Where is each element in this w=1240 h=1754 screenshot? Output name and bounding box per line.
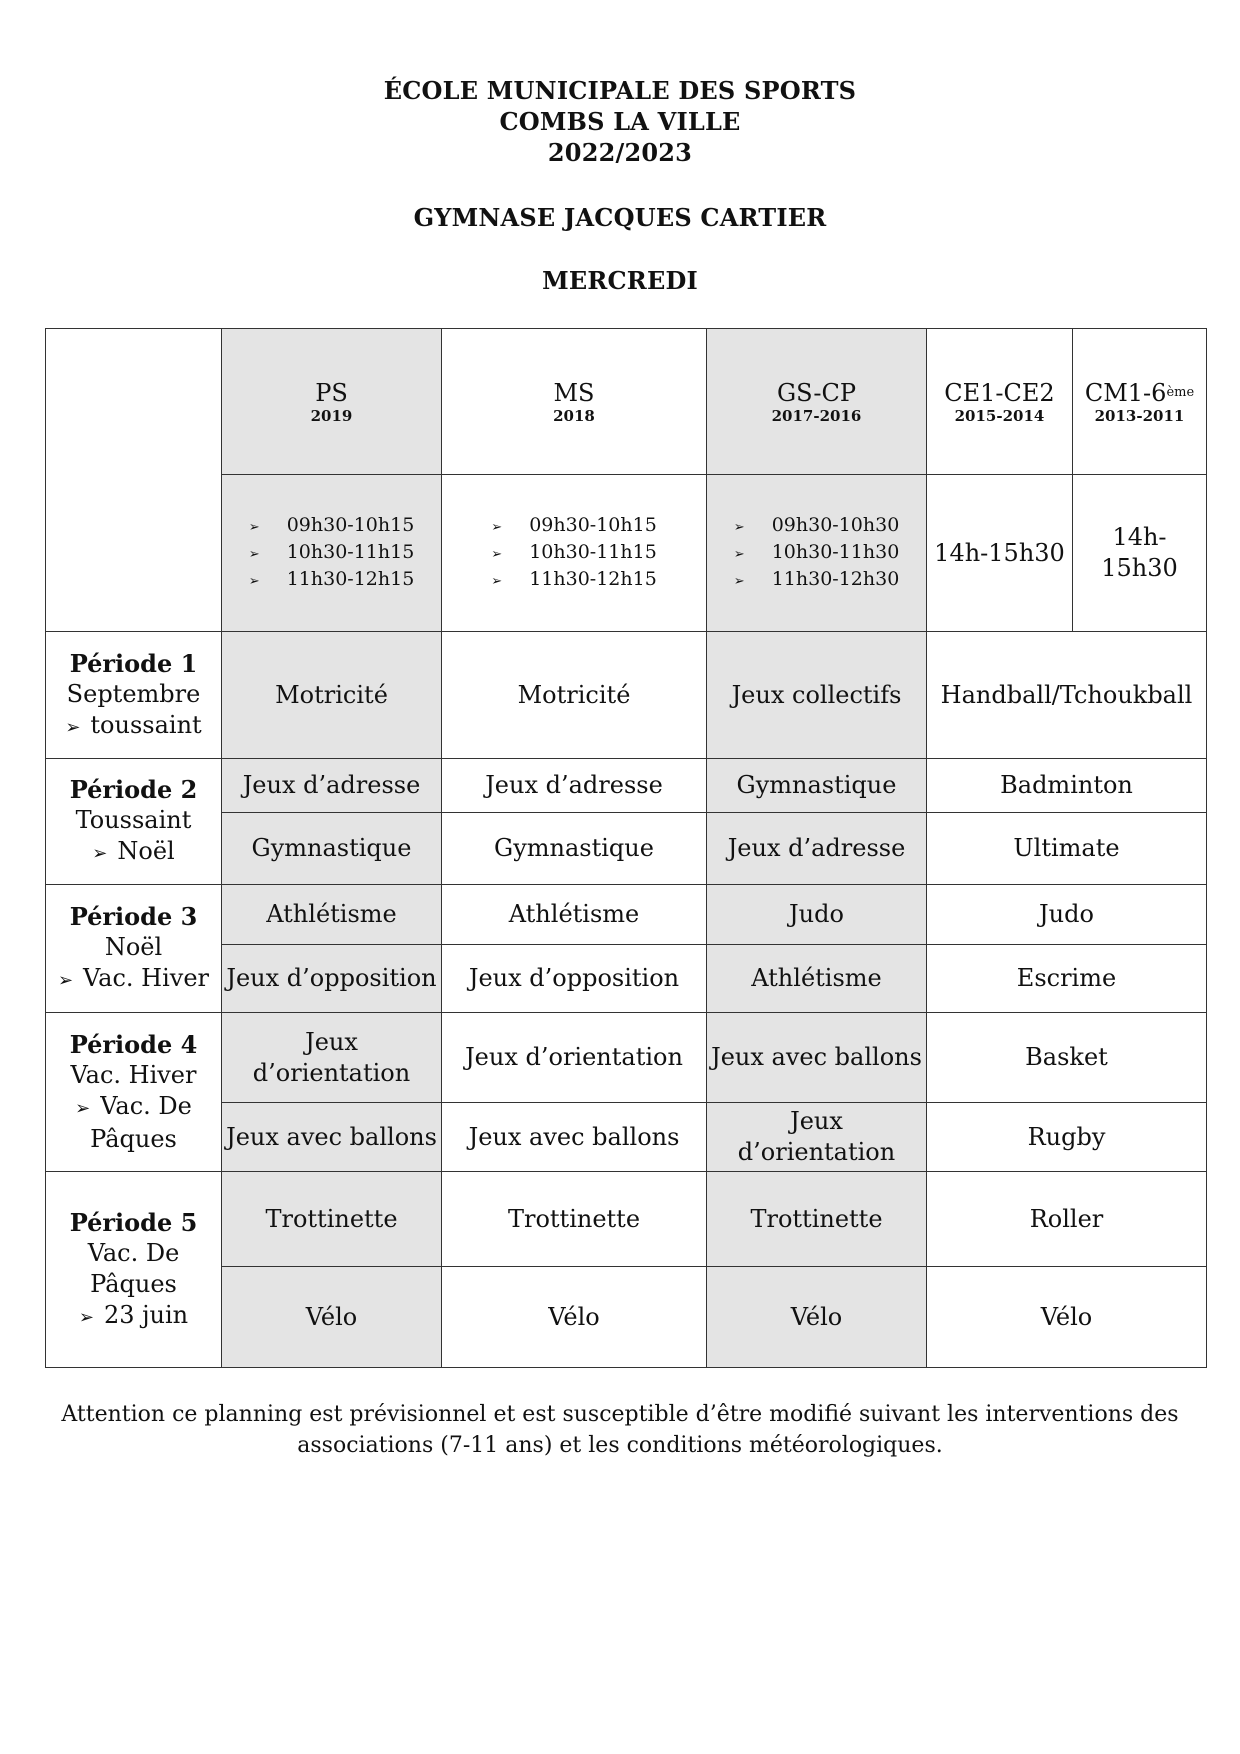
activity-cell: Jeux d’orientation — [222, 1013, 442, 1103]
period-title: Période 1 — [69, 648, 198, 678]
period-end — [50, 1300, 217, 1333]
activity-cell: Vélo — [707, 1267, 927, 1368]
column-header-gs-cp — [707, 329, 927, 475]
activity-cell: Motricité — [442, 632, 707, 759]
column-header-ps — [222, 329, 442, 475]
period-end — [50, 1091, 217, 1155]
corner-cell — [46, 329, 222, 632]
disclaimer-note — [0, 1399, 1240, 1461]
column-header-ms — [442, 329, 707, 475]
activity-cell: Jeux d’orientation — [707, 1103, 927, 1172]
timeslot-text: 10h30-11h30 — [771, 540, 900, 563]
period-end — [50, 710, 217, 743]
period-label-3 — [46, 885, 222, 1013]
header-row — [46, 329, 1207, 475]
timeslot-text: 10h30-11h15 — [286, 540, 415, 563]
activity-cell: Gymnastique — [442, 813, 707, 885]
period-row — [46, 1172, 1207, 1267]
arrowhead-bullet-icon: ➢ — [733, 519, 745, 535]
timeslot-text: 11h30-12h30 — [771, 567, 900, 590]
timeslots-ms — [442, 475, 707, 632]
activity-cell: Trottinette — [442, 1172, 707, 1267]
activity-cell: Jeux avec ballons — [707, 1013, 927, 1103]
timeslot-list — [491, 513, 657, 594]
time-cm1-6: 14h-15h30 — [1073, 475, 1207, 632]
arrowhead-bullet-icon: ➢ — [491, 519, 503, 535]
period-start: Septembre — [66, 679, 201, 708]
period-title: Période 4 — [69, 1030, 198, 1059]
timeslot — [491, 567, 657, 594]
disclaimer-line: Attention ce planning est prévisionnel et est susceptible d’être modifié suivant les interventions des — [61, 1402, 1179, 1427]
activity-cell: Roller — [927, 1172, 1207, 1267]
activity-cell: Gymnastique — [707, 759, 927, 813]
column-name: PS — [315, 378, 348, 407]
arrowhead-bullet-icon: ➢ — [75, 1098, 91, 1119]
timeslot-list — [249, 513, 415, 594]
column-years: 2019 — [310, 406, 353, 425]
activity-cell: Motricité — [222, 632, 442, 759]
period-end-text: toussaint — [90, 710, 202, 739]
activity-cell: Athlétisme — [707, 945, 927, 1013]
period-title: Période 5 — [69, 1207, 198, 1237]
activity-cell: Ultimate — [927, 813, 1207, 885]
activity-cell: Jeux d’adresse — [222, 759, 442, 813]
timeslot-text: 09h30-10h15 — [286, 513, 415, 536]
period-row — [46, 759, 1207, 813]
activity-cell: Jeux d’orientation — [442, 1013, 707, 1103]
arrowhead-bullet-icon: ➢ — [491, 573, 503, 589]
activity-cell: Trottinette — [707, 1172, 927, 1267]
period-label-1 — [46, 632, 222, 759]
activity-cell: Gymnastique — [222, 813, 442, 885]
period-end-text: 23 juin — [103, 1300, 189, 1329]
column-name-suffix: ème — [1166, 384, 1195, 400]
activity-cell: Rugby — [927, 1103, 1207, 1172]
timeslot — [249, 567, 415, 594]
column-name: MS — [553, 378, 595, 407]
period-row — [46, 885, 1207, 945]
period-start: Vac. Hiver — [70, 1061, 197, 1089]
school-title: ÉCOLE MUNICIPALE DES SPORTS — [383, 76, 857, 105]
activity-cell: Jeux d’adresse — [442, 759, 707, 813]
column-name: GS-CP — [776, 378, 857, 407]
timeslot-text: 10h30-11h15 — [529, 540, 657, 563]
timeslot — [734, 567, 900, 594]
activity-cell: Jeux d’adresse — [707, 813, 927, 885]
period-end-text: Vac. De Pâques — [90, 1092, 192, 1153]
arrowhead-bullet-icon: ➢ — [78, 1306, 94, 1328]
activity-cell: Vélo — [927, 1267, 1207, 1368]
activity-cell: Trottinette — [222, 1172, 442, 1267]
day-title: MERCREDI — [542, 266, 698, 295]
activity-cell: Judo — [707, 885, 927, 945]
column-years: 2013-2011 — [1094, 406, 1185, 425]
arrowhead-bullet-icon: ➢ — [733, 546, 745, 562]
period-label-5 — [46, 1172, 222, 1368]
timeslot — [491, 513, 657, 540]
timeslot — [734, 540, 900, 567]
disclaimer-line: associations (7-11 ans) et les conditions météorologiques. — [297, 1433, 943, 1458]
period-label-2 — [46, 759, 222, 885]
period-title: Période 2 — [69, 775, 198, 804]
activity-cell: Athlétisme — [222, 885, 442, 945]
season-year: 2022/2023 — [547, 138, 693, 167]
timeslot — [734, 513, 900, 540]
column-years: 2015-2014 — [954, 406, 1045, 425]
column-years: 2018 — [553, 406, 595, 425]
activity-cell: Jeux avec ballons — [442, 1103, 707, 1172]
timeslots-gs-cp — [707, 475, 927, 632]
period-end-text: Noël — [117, 837, 175, 865]
period-row — [46, 632, 1207, 759]
activity-cell: Jeux d’opposition — [222, 945, 442, 1013]
period-end — [50, 963, 217, 996]
timeslot-text: 11h30-12h15 — [529, 567, 657, 590]
arrowhead-bullet-icon: ➢ — [248, 573, 260, 589]
timeslot-text: 11h30-12h15 — [286, 567, 415, 590]
activity-cell: Handball/Tchoukball — [927, 632, 1207, 759]
period-end-text: Vac. Hiver — [83, 964, 210, 992]
activity-cell: Jeux collectifs — [707, 632, 927, 759]
period-start: Toussaint — [75, 806, 192, 834]
activity-cell: Basket — [927, 1013, 1207, 1103]
activity-cell: Vélo — [442, 1267, 707, 1368]
activity-cell: Judo — [927, 885, 1207, 945]
arrowhead-bullet-icon: ➢ — [92, 843, 108, 864]
column-name-base: CM1-6 — [1084, 378, 1167, 407]
arrowhead-bullet-icon: ➢ — [65, 716, 81, 738]
timeslot-text: 09h30-10h30 — [771, 513, 900, 536]
activity-cell: Jeux d’opposition — [442, 945, 707, 1013]
column-header-cm1-6 — [1073, 329, 1207, 475]
time-ce1-ce2: 14h-15h30 — [927, 475, 1073, 632]
city-name: COMBS LA VILLE — [499, 107, 741, 136]
timeslot — [491, 540, 657, 567]
column-years: 2017-2016 — [771, 406, 862, 425]
activity-cell: Vélo — [222, 1267, 442, 1368]
period-title: Période 3 — [69, 902, 198, 931]
period-label-4 — [46, 1013, 222, 1172]
column-name: CE1-CE2 — [944, 378, 1055, 407]
activity-cell: Escrime — [927, 945, 1207, 1013]
timeslot — [249, 540, 415, 567]
timeslot-text: 09h30-10h15 — [529, 513, 657, 536]
timeslot — [249, 513, 415, 540]
arrowhead-bullet-icon: ➢ — [248, 519, 260, 535]
column-name — [1077, 379, 1202, 407]
period-start: Noël — [104, 933, 163, 961]
timeslots-ps — [222, 475, 442, 632]
column-header-ce1-ce2 — [927, 329, 1073, 475]
arrowhead-bullet-icon: ➢ — [733, 573, 745, 589]
activity-cell: Jeux avec ballons — [222, 1103, 442, 1172]
venue-title: GYMNASE JACQUES CARTIER — [413, 203, 827, 232]
schedule-table — [45, 328, 1207, 1368]
activity-cell: Athlétisme — [442, 885, 707, 945]
timeslot-list — [734, 513, 900, 594]
period-end — [50, 836, 217, 869]
arrowhead-bullet-icon: ➢ — [248, 546, 260, 562]
arrowhead-bullet-icon: ➢ — [491, 546, 503, 562]
period-row — [46, 1013, 1207, 1103]
arrowhead-bullet-icon: ➢ — [57, 970, 74, 991]
activity-cell: Badminton — [927, 759, 1207, 813]
period-start: Vac. De Pâques — [87, 1238, 180, 1298]
